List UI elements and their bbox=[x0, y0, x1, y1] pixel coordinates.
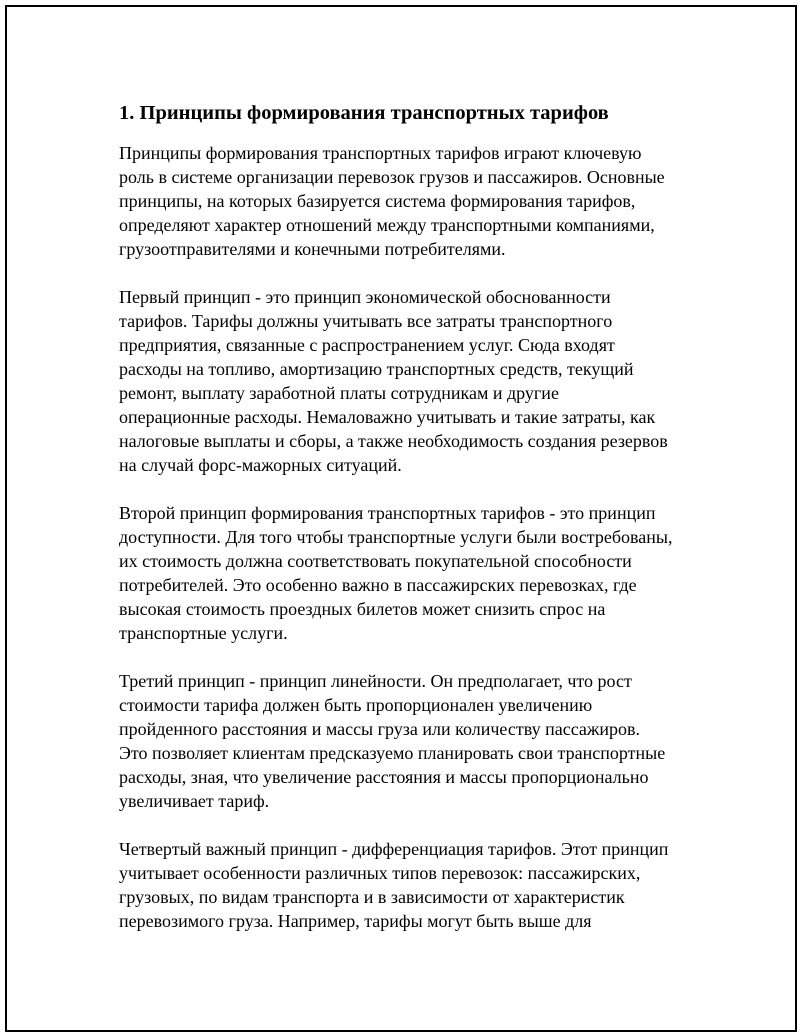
text-line: грузовых, по видам транспорта и в зависимости от характеристик bbox=[119, 887, 625, 907]
text-line: увеличивает тариф. bbox=[119, 791, 270, 811]
text-line: операционные расходы. Немаловажно учитывать и такие затраты, как bbox=[119, 407, 656, 427]
text-line: расходы, зная, что увеличение расстояния и массы пропорционально bbox=[119, 767, 649, 787]
text-line: стоимости тарифа должен быть пропорционален увеличению bbox=[119, 695, 593, 715]
text-line: ремонт, выплату заработной платы сотрудникам и другие bbox=[119, 383, 559, 403]
text-line: их стоимость должна соответствовать покупательной способности bbox=[119, 551, 632, 571]
paragraph-second-principle bbox=[119, 501, 709, 645]
paragraph-intro bbox=[119, 141, 709, 261]
text-line: принципы, на которых базируется система формирования тарифов, bbox=[119, 191, 636, 211]
text-line: высокая стоимость проездных билетов может снизить спрос на bbox=[119, 599, 606, 619]
text-line: доступности. Для того чтобы транспортные услуги были востребованы, bbox=[119, 527, 673, 547]
text-line: пройденного расстояния и массы груза или количеству пассажиров. bbox=[119, 719, 640, 739]
text-line: тарифов. Тарифы должны учитывать все затраты транспортного bbox=[119, 311, 613, 331]
text-line: перевозимого груза. Например, тарифы могут быть выше для bbox=[119, 911, 592, 931]
text-line: на случай форс-мажорных ситуаций. bbox=[119, 455, 402, 475]
text-line: Первый принцип - это принцип экономической обоснованности bbox=[119, 287, 611, 307]
text-line: Второй принцип формирования транспортных тарифов - это принцип bbox=[119, 503, 656, 523]
text-line: предприятия, связанные с распространением услуг. Сюда входят bbox=[119, 335, 615, 355]
text-line: транспортные услуги. bbox=[119, 623, 288, 643]
document-body bbox=[119, 99, 709, 957]
section-heading: 1. Принципы формирования транспортных тарифов bbox=[119, 102, 609, 124]
text-line: Принципы формирования транспортных тарифов играют ключевую bbox=[119, 143, 642, 163]
paragraph-first-principle bbox=[119, 285, 709, 477]
text-line: потребителей. Это особенно важно в пассажирских перевозках, где bbox=[119, 575, 637, 595]
text-line: налоговые выплаты и сборы, а также необходимость создания резервов bbox=[119, 431, 668, 451]
paragraph-fourth-principle bbox=[119, 837, 709, 933]
text-line: Четвертый важный принцип - дифференциация тарифов. Этот принцип bbox=[119, 839, 669, 859]
text-line: грузоотправителями и конечными потребителями. bbox=[119, 239, 506, 259]
text-line: роль в системе организации перевозок грузов и пассажиров. Основные bbox=[119, 167, 665, 187]
paragraph-third-principle bbox=[119, 669, 709, 813]
text-line: Третий принцип - принцип линейности. Он предполагает, что рост bbox=[119, 671, 632, 691]
text-line: Это позволяет клиентам предсказуемо планировать свои транспортные bbox=[119, 743, 666, 763]
page-frame bbox=[5, 5, 797, 1032]
text-line: учитывает особенности различных типов перевозок: пассажирских, bbox=[119, 863, 641, 883]
text-line: определяют характер отношений между транспортными компаниями, bbox=[119, 215, 655, 235]
text-line: расходы на топливо, амортизацию транспортных средств, текущий bbox=[119, 359, 634, 379]
